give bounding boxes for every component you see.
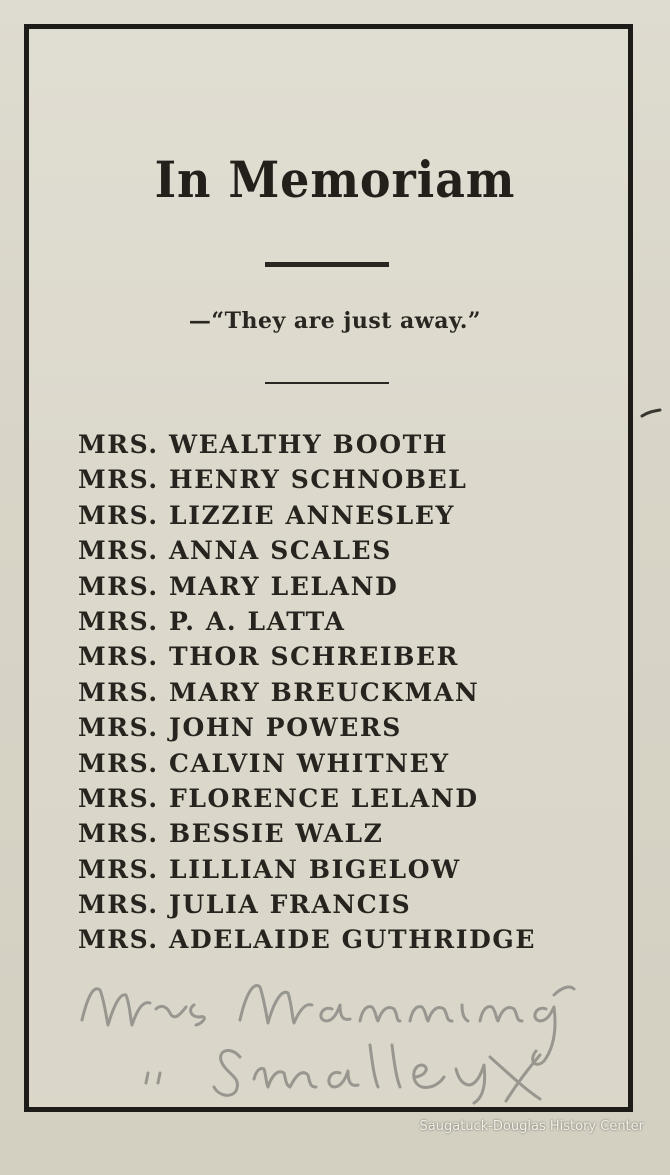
names-list xyxy=(78,427,536,958)
list-item: MRS. P. A. LATTA xyxy=(78,606,346,636)
page-title: In Memoriam xyxy=(154,150,516,209)
list-item: MRS. ADELAIDE GUTHRIDGE xyxy=(78,925,536,955)
list-item: MRS. MARY LELAND xyxy=(78,571,399,601)
list-item: MRS. BESSIE WALZ xyxy=(78,819,384,849)
epigraph-divider xyxy=(265,382,389,384)
list-item: MRS. HENRY SCHNOBEL xyxy=(78,465,468,495)
list-item: MRS. FLORENCE LELAND xyxy=(78,783,479,813)
list-item: MRS. THOR SCHREIBER xyxy=(78,642,459,672)
handwritten-note xyxy=(70,965,600,1105)
list-item: MRS. LILLIAN BIGELOW xyxy=(78,854,461,884)
list-item: MRS. JULIA FRANCIS xyxy=(78,890,412,920)
list-item: MRS. CALVIN WHITNEY xyxy=(78,748,450,778)
list-item: MRS. LIZZIE ANNESLEY xyxy=(78,500,455,530)
list-item: MRS. WEALTHY BOOTH xyxy=(78,430,449,459)
watermark: Saugatuck-Douglas History Center xyxy=(419,1119,644,1134)
epigraph: —“They are just away.” xyxy=(188,308,482,334)
title-divider xyxy=(265,262,389,267)
list-item: MRS. MARY BREUCKMAN xyxy=(78,677,480,707)
ink-mark xyxy=(640,408,662,418)
list-item: MRS. ANNA SCALES xyxy=(78,536,392,566)
list-item: MRS. JOHN POWERS xyxy=(78,713,402,743)
